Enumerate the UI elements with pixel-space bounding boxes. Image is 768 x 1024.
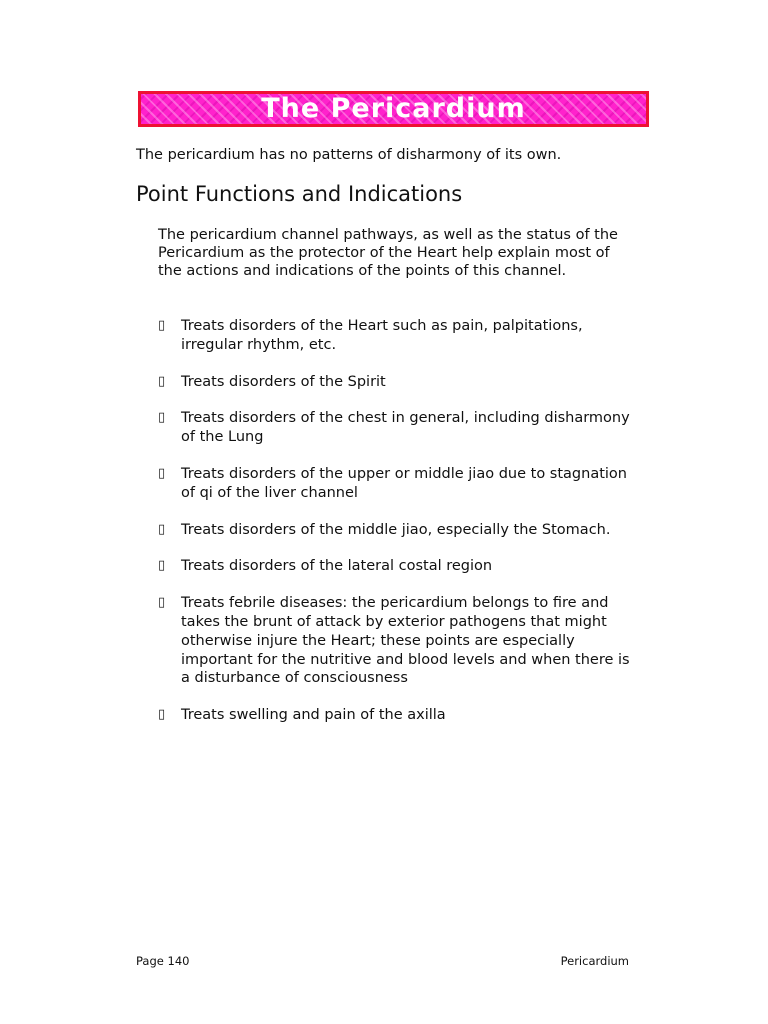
bullet-icon: ▯ <box>158 465 166 481</box>
indications-list <box>158 317 638 743</box>
list-item <box>158 373 638 392</box>
list-item <box>158 465 638 503</box>
list-item-text: Treats disorders of the chest in general, including disharmony of the Lung <box>181 410 630 446</box>
intro-text: The pericardium has no patterns of disharmony of its own. <box>136 147 562 163</box>
list-item <box>158 557 638 576</box>
list-item-text: Treats disorders of the Spirit <box>181 373 386 390</box>
section-paragraph: The pericardium channel pathways, as well as the status of the Pericardium as the protector of the Heart help explain most of the actions and indications of the points of this channel. <box>158 227 618 280</box>
list-item-text: Treats febrile diseases: the pericardium belongs to fire and takes the brunt of attack by exterior pathogens that might otherwise injure the Heart; these points are especially important for the nutritive and blood levels and when there is a disturbance of consciousness <box>181 595 630 687</box>
page-number: Page 140 <box>136 954 190 968</box>
bullet-icon: ▯ <box>158 707 166 723</box>
bullet-icon: ▯ <box>158 318 166 333</box>
list-item <box>158 594 638 688</box>
bullet-icon: ▯ <box>158 410 166 426</box>
list-item <box>158 317 638 355</box>
list-item-text: Treats swelling and pain of the axilla <box>181 707 446 724</box>
bullet-icon: ▯ <box>158 558 166 574</box>
list-item <box>158 521 638 540</box>
bullet-icon: ▯ <box>158 595 166 611</box>
footer-section-label: Pericardium <box>560 954 629 968</box>
list-item-text: Treats disorders of the Heart such as pain, palpitations, irregular rhythm, etc. <box>181 318 583 353</box>
list-item <box>158 706 638 725</box>
list-item-text: Treats disorders of the middle jiao, especially the Stomach. <box>181 521 611 538</box>
list-item <box>158 409 638 447</box>
section-heading: Point Functions and Indications <box>136 182 463 206</box>
bullet-icon: ▯ <box>158 521 166 537</box>
page-title: The Pericardium <box>261 93 526 124</box>
list-item-text: Treats disorders of the upper or middle jiao due to stagnation of qi of the liver channel <box>181 465 627 501</box>
list-item-text: Treats disorders of the lateral costal region <box>181 558 493 575</box>
bullet-icon: ▯ <box>158 373 166 389</box>
title-banner <box>138 91 649 127</box>
